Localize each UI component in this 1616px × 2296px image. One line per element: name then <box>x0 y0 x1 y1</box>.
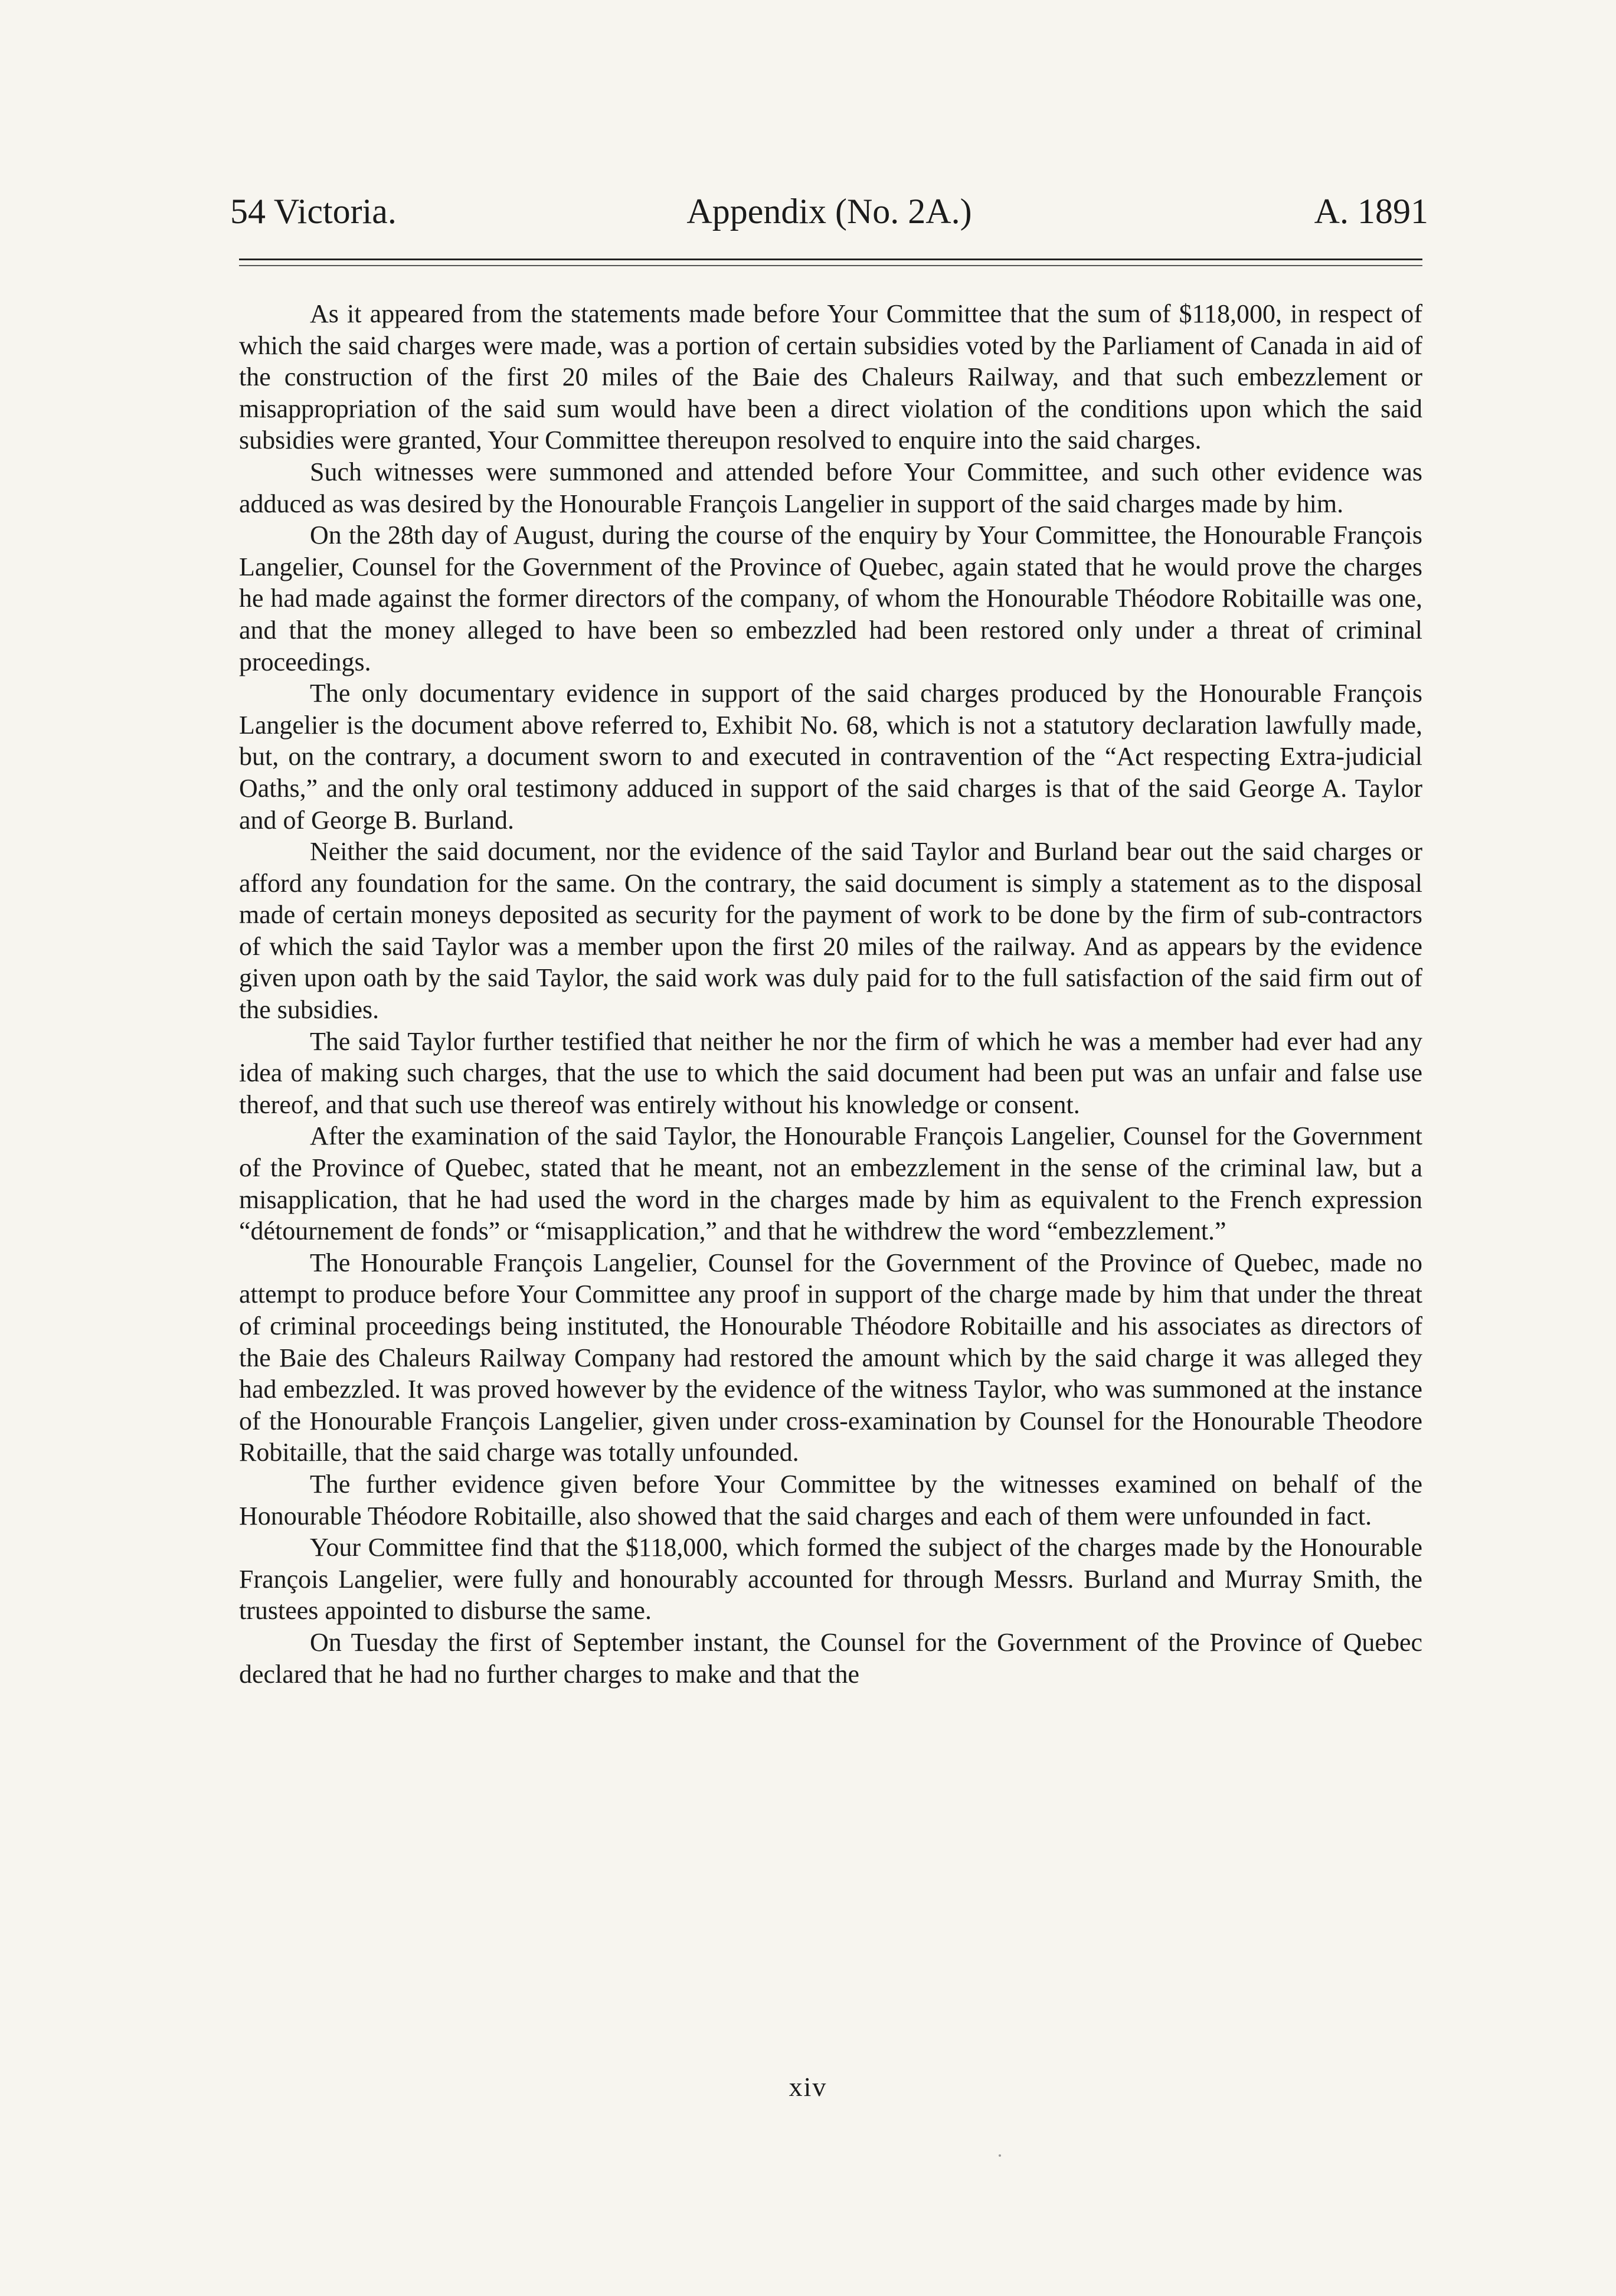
paragraph-9: The further evidence given before Your Committee by the witnesses examined on behalf of the Honourable Théodore Robitaille, also showed that the said charges and each of them were unfounded in fact. <box>239 1469 1422 1530</box>
paper-speck <box>999 2154 1001 2157</box>
running-header <box>230 188 1428 235</box>
paragraph-5: Neither the said document, nor the evidence of the said Taylor and Burland bear out the said charges or afford any foundation for the same. On the contrary, the said document is simply a statement as to the disposal made of certain moneys deposited as security for the payment of work to be done by the firm of sub-contractors of which the said Taylor was a member upon the first 20 miles of the railway. And as appears by the evidence given upon oath by the said Taylor, the said work was duly paid for to the full satisfaction of the said firm out of the subsidies. <box>239 837 1422 1025</box>
header-year: A. 1891 <box>1314 192 1428 231</box>
header-appendix: Appendix (No. 2A.) <box>686 192 972 231</box>
paragraph-3: On the 28th day of August, during the course of the enquiry by Your Committee, the Honourable François Langelier, Counsel for the Government of the Province of Quebec, again stated that he would prove the charges he had made against the former directors of the company, of whom the Honourable Théodore Robitaille was one, and that the money alleged to have been so embezzled had been restored only under a threat of criminal proceedings. <box>239 521 1422 676</box>
paragraph-1: As it appeared from the statements made before Your Committee that the sum of $118,000, in respect of which the said charges were made, was a portion of certain subsidies voted by the Parliament of Canada in aid of the construction of the first 20 miles of the Baie des Chaleurs Railway, and that such embezzlement or misappropriation of the said sum would have been a direct violation of the conditions upon which the said subsidies were granted, Your Committee thereupon resolved to enquire into the said charges. <box>239 299 1422 455</box>
paragraph-8: The Honourable François Langelier, Counsel for the Government of the Province of Quebec, made no attempt to produce before Your Committee any proof in support of the charge made by him that under the threat of criminal proceedings being instituted, the Honourable Théodore Robitaille and his associates as directors of the Baie des Chaleurs Railway Company had restored the amount which by the said charge it was alleged they had embezzled. It was proved however by the evidence of the witness Taylor, who was summoned at the instance of the Honourable François Langelier, given under cross-examination by Counsel for the Honourable Theodore Robitaille, that the said charge was totally unfounded. <box>239 1248 1422 1467</box>
paragraph-10: Your Committee find that the $118,000, which formed the subject of the charges made by the Honourable François Langelier, were fully and honourably accounted for through Messrs. Burland and Murray Smith, the trustees appointed to disburse the same. <box>239 1533 1422 1625</box>
paragraph-2: Such witnesses were summoned and attended before Your Committee, and such other evidence was adduced as was desired by the Honourable François Langelier in support of the said charges made by him. <box>239 457 1422 518</box>
paragraph-4: The only documentary evidence in support of the said charges produced by the Honourable François Langelier is the document above referred to, Exhibit No. 68, which is not a statutory declaration lawfully made, but, on the contrary, a document sworn to and executed in contravention of the “Act respecting Extra-judicial Oaths,” and the only oral testimony adduced in support of the said charges is that of the said George A. Taylor and of George B. Burland. <box>239 679 1422 835</box>
report-body <box>239 298 1422 1690</box>
header-rule-top <box>239 259 1422 260</box>
paragraph-11: On Tuesday the first of September instant, the Counsel for the Government of the Province of Quebec declared that he had no further charges to make and that the <box>239 1627 1422 1689</box>
page-number: xiv <box>789 2072 827 2102</box>
paragraph-6: The said Taylor further testified that neither he nor the firm of which he was a member had ever had any idea of making such charges, that the use to which the said document had been put was an unfair and false use thereof, and that such use thereof was entirely without his knowledge or consent. <box>239 1026 1422 1119</box>
paragraph-7: After the examination of the said Taylor, the Honourable François Langelier, Counsel for the Government of the Province of Quebec, stated that he meant, not an embezzlement in the sense of the criminal law, but a misapplication, that he had used the word in the charges made by him as equivalent to the French expression “détournement de fonds” or “misapplication,” and that he withdrew the word “embezzlement.” <box>239 1121 1422 1246</box>
header-rule-bottom <box>239 265 1422 266</box>
header-session: 54 Victoria. <box>230 192 397 231</box>
